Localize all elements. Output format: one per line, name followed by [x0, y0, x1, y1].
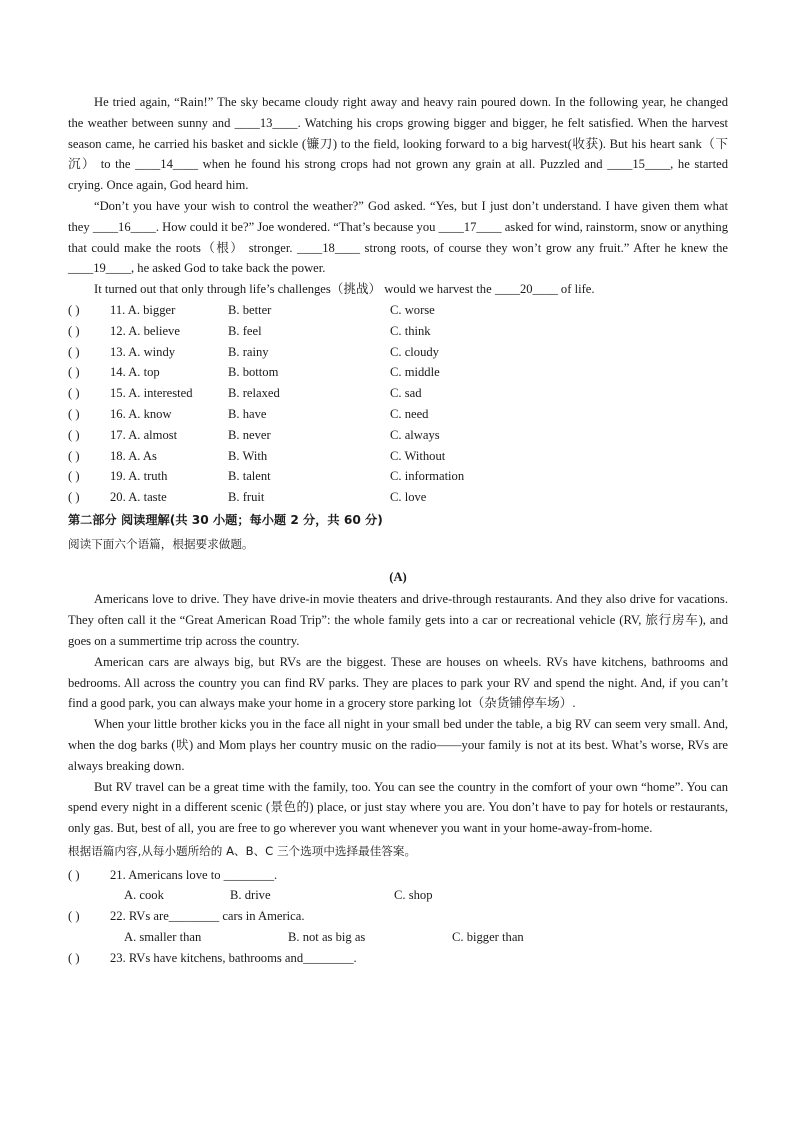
reading-paragraph: But RV travel can be a great time with the family, too. You can see the country in the comfort of your own “home”. You can spend every night in a different scenic (景色的) place, or just stay where you are. You don’t have to pay for hotels or restaurants, only gas. But, best of all, you are free to go wherever you want whenever you want in your home-away-from-home. [68, 779, 728, 836]
answer-blank[interactable]: ( ) [68, 406, 80, 421]
option-b: B. rainy [228, 344, 269, 359]
option-a: 15. A. interested [110, 386, 193, 401]
cloze-question-row [68, 425, 728, 446]
cloze-question-row [68, 404, 728, 425]
answer-blank[interactable]: ( ) [68, 365, 80, 380]
reading-paragraph: American cars are always big, but RVs are the biggest. These are houses on wheels. RVs have kitchens, bathrooms and bedrooms. All across the country you can find RV parks. They are places to park your RV and spend the night. And, if you can’t find a good park, you can always make your home in a grocery store parking lot（杂货铺停车场）. [68, 654, 728, 711]
cloze-question-row [68, 487, 728, 508]
option-a: 19. A. truth [110, 469, 168, 484]
option-b: B. drive [230, 888, 271, 903]
cloze-question-row [68, 300, 728, 321]
option-b: B. bottom [228, 365, 279, 380]
option-a: A. cook [124, 888, 164, 903]
option-a: 11. A. bigger [110, 302, 176, 317]
reading-paragraph: Americans love to drive. They have drive-in movie theaters and drive-through restaurants. And they also drive for vacations. They often call it the “Great American Road Trip”: the whole family gets into a car or recreational vehicle (RV, 旅行房车), and goes on a summertime trip across the country. [68, 592, 728, 648]
option-c: C. need [390, 406, 429, 421]
reading-paragraph: When your little brother kicks you in the face all night in your small bed under the table, a big RV can seem very small. And, when the dog barks (吠) and Mom plays her country music on the radio——your family is not at its best. What’s worse, RVs are always breaking down. [68, 717, 728, 773]
option-a: 18. A. As [110, 448, 157, 463]
question-stem: 22. RVs are________ cars in America. [110, 909, 305, 924]
answer-blank[interactable]: ( ) [68, 323, 80, 338]
option-a: A. smaller than [124, 930, 202, 945]
reading-question [68, 865, 728, 907]
passage-paragraph: It turned out that only through life’s challenges（挑战） would we harvest the ____20____ of life. [94, 282, 595, 297]
option-b: B. relaxed [228, 386, 280, 401]
option-c: C. worse [390, 302, 435, 317]
answer-blank[interactable]: ( ) [68, 448, 80, 463]
option-c: C. information [390, 469, 465, 484]
answer-blank[interactable]: ( ) [68, 867, 80, 882]
exam-page [68, 92, 728, 969]
cloze-question-row [68, 362, 728, 383]
cloze-question-row [68, 321, 728, 342]
option-c: C. Without [390, 448, 446, 463]
answer-blank[interactable]: ( ) [68, 427, 80, 442]
passage-paragraph: “Don’t you have your wish to control the weather?” God asked. “Yes, but I just don’t understand. I have given them what they ____16____. How could it be?” Joe wondered. “That’s because you ____17____ asked for wind, rainstorm, snow or anything that could make the roots（根） stronger. ____18____ strong roots, of course they won’t grow any fruit.” After he knew the ____19____, he asked God to take back the power. [68, 198, 728, 276]
option-c: C. sad [390, 386, 422, 401]
answer-blank[interactable]: ( ) [68, 302, 80, 317]
option-c: C. shop [394, 888, 433, 903]
part-instruction: 阅读下面六个语篇，根据要求做题。 [68, 536, 254, 551]
option-c: C. think [390, 323, 431, 338]
cloze-question-row [68, 466, 728, 487]
question-stem: 23. RVs have kitchens, bathrooms and________. [110, 950, 357, 965]
answer-blank[interactable]: ( ) [68, 386, 80, 401]
option-b: B. have [228, 406, 267, 421]
question-stem: 21. Americans love to ________. [110, 867, 278, 882]
option-c: C. cloudy [390, 344, 439, 359]
answer-blank[interactable]: ( ) [68, 950, 80, 965]
cloze-question-row [68, 446, 728, 467]
question-instruction: 根据语篇内容,从每小题所给的 A、B、C 三个选项中选择最佳答案。 [68, 843, 417, 858]
option-b: B. never [228, 427, 271, 442]
cloze-question-row [68, 383, 728, 404]
option-a: 14. A. top [110, 365, 160, 380]
answer-blank[interactable]: ( ) [68, 469, 80, 484]
option-a: 12. A. believe [110, 323, 180, 338]
answer-blank[interactable]: ( ) [68, 344, 80, 359]
option-b: B. fruit [228, 490, 265, 505]
answer-blank[interactable]: ( ) [68, 490, 80, 505]
answer-blank[interactable]: ( ) [68, 909, 80, 924]
option-c: C. love [390, 490, 427, 505]
cloze-question-row [68, 342, 728, 363]
option-b: B. With [228, 448, 268, 463]
cloze-question-list [68, 300, 728, 508]
option-a: 16. A. know [110, 406, 172, 421]
option-a: 17. A. almost [110, 427, 178, 442]
option-a: 20. A. taste [110, 490, 167, 505]
passage-paragraph: He tried again, “Rain!” The sky became cloudy right away and heavy rain poured down. In the following year, he changed the weather between sunny and ____13____. Watching his crops growing bigger and bigger, he felt satisfied. When the harvest season came, he carried his basket and sickle (镰刀) to the field, looking forward to a big harvest(收获). But his heart sank（下沉） to the ____14____ when he found his strong crops had not grown any grain at all. Puzzled and ____15____, he started crying. Once again, God heard him. [68, 95, 728, 193]
option-b: B. better [228, 302, 272, 317]
option-c: C. bigger than [452, 930, 524, 945]
option-c: C. always [390, 427, 440, 442]
reading-question [68, 948, 728, 969]
option-c: C. middle [390, 365, 440, 380]
reading-question [68, 906, 728, 948]
option-a: 13. A. windy [110, 344, 176, 359]
option-b: B. talent [228, 469, 271, 484]
option-b: B. not as big as [288, 930, 366, 945]
section-title: (A) [389, 569, 407, 584]
option-b: B. feel [228, 323, 262, 338]
part-heading: 第二部分 阅读理解(共 30 小题；每小题 2 分，共 60 分) [68, 512, 383, 527]
